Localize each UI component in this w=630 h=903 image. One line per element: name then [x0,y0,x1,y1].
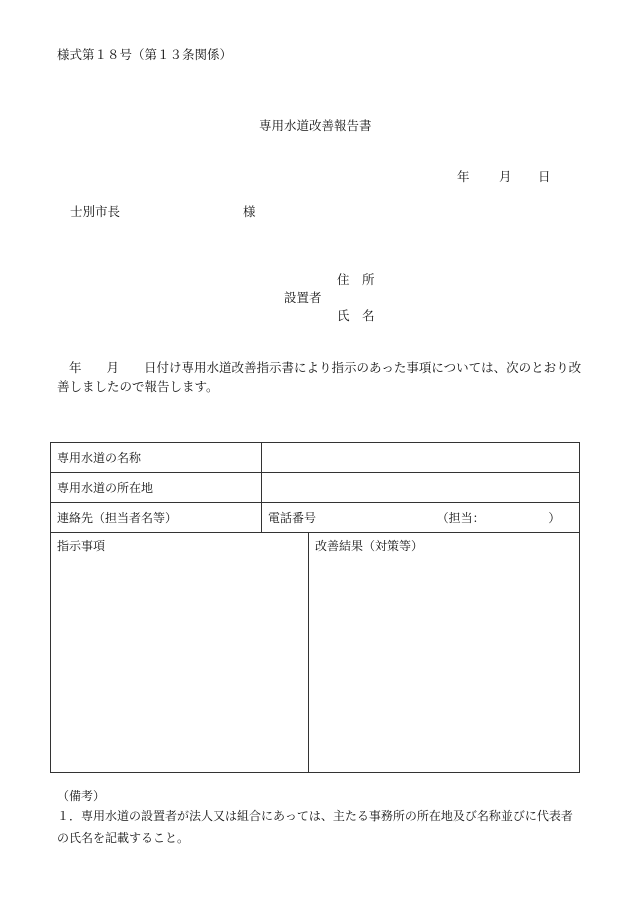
results-label: 改善結果（対策等） [315,539,424,553]
remarks-item-1: １．専用水道の設置者が法人又は組合にあっては、主たる事務所の所在地及び名称並びに代表者の氏名を記載すること。 [57,809,573,845]
person-in-charge-close: ） [548,511,561,525]
contact-label: 連絡先（担当者名等） [51,503,262,533]
date-year-label: 年 [457,169,470,184]
table-row-contact [51,503,580,533]
water-supply-location-field[interactable] [262,473,580,503]
person-in-charge-label: （担当： [436,511,485,525]
remarks-heading: （備考） [57,789,106,803]
water-supply-location-label: 専用水道の所在地 [51,473,262,503]
instructions-label: 指示事項 [57,539,106,553]
date-day-label: 日 [538,169,551,184]
document-title: 専用水道改善報告書 [259,118,372,133]
instructions-cell[interactable] [51,533,309,773]
installer-label: 設置者 [284,290,322,305]
phone-label: 電話番号 [268,511,317,525]
water-supply-name-field[interactable] [262,443,580,473]
water-supply-name-label: 専用水道の名称 [51,443,262,473]
form-number: 様式第１８号（第１３条関係） [57,47,233,62]
phone-field[interactable] [262,503,580,533]
report-body-text: 年 月 日付け専用水道改善指示書により指示のあった事項については、次のとおり改善しましたので報告します。 [57,360,582,394]
addressee-honorific: 様 [243,204,256,219]
report-table [50,442,580,773]
installer-name-label: 氏 名 [337,308,375,323]
table-row-name [51,443,580,473]
table-row-details [51,533,580,773]
results-cell[interactable] [309,533,580,773]
addressee-name: 士別市長 [70,204,121,219]
installer-address-label: 住 所 [337,272,375,287]
table-row-location [51,473,580,503]
date-month-label: 月 [499,169,512,184]
